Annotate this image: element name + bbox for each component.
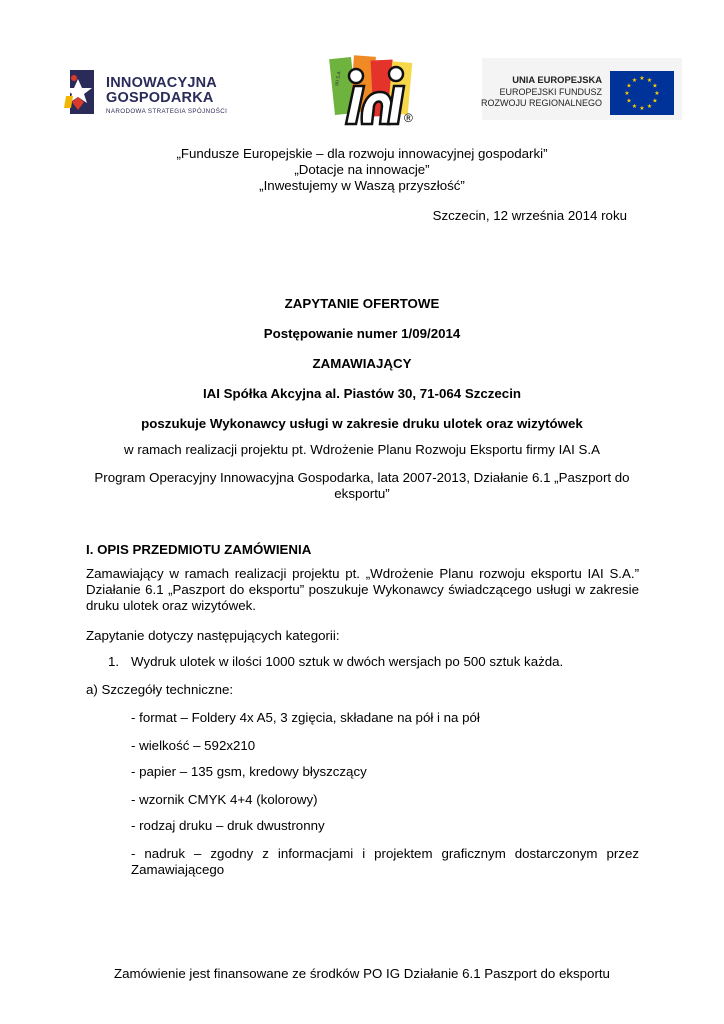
eu-logo [482,58,682,120]
eu-logo-line1: UNIA EUROPEJSKA [512,74,602,85]
svg-text:IAI S.A.: IAI S.A. [335,69,343,87]
svg-text:★: ★ [631,77,638,84]
svg-text:★: ★ [652,82,658,90]
svg-text:★: ★ [639,75,645,82]
ig-emblem-icon [64,66,104,122]
ig-logo-line2: GOSPODARKA [106,90,214,106]
slogan-3: „Inwestujemy w Waszą przyszłość” [259,178,465,193]
section-intro: Zamawiający w ramach realizacji projektu pt. „Wdrożenie Planu rozwoju eksportu IAI S.A.” Działanie 6.1 „Paszport do eksportu” poszukuje Wykonawcy świadczącego usługi w zakresie druku ulotek oraz wizytówek. [86,566,639,613]
detail-format: - format – Foldery 4x A5, 3 zgięcia, składane na pół i na pół [131,710,480,725]
detail-paper: - papier – 135 gsm, kredowy błyszczący [131,764,367,779]
ig-logo-line1: INNOWACYJNA [106,75,217,91]
iai-logo [326,54,422,134]
eu-logo-line2: EUROPEJSKI FUNDUSZ [499,87,602,97]
eu-logo-line3: ROZWOJU REGIONALNEGO [480,98,602,108]
detail-size: - wielkość – 592x210 [131,738,256,753]
slogan-1: „Fundusze Europejskie – dla rozwoju innowacyjnej gospodarki” [176,146,548,161]
svg-text:★: ★ [646,103,653,110]
document-title: ZAPYTANIE OFERTOWE [284,296,440,311]
details-heading: a) Szczegóły techniczne: [86,682,234,697]
svg-text:★: ★ [631,103,638,110]
date-line: Szczecin, 12 września 2014 roku [432,208,627,223]
orderer-address: IAI Spółka Akcyjna al. Piastów 30, 71-064 Szczecin [202,386,522,401]
svg-text:★: ★ [624,90,630,97]
ig-logo-line3: NARODOWA STRATEGIA SPÓJNOŚCI [106,108,228,115]
slogan-2: „Dotacje na innowacje” [294,162,430,177]
detail-color: - wzornik CMYK 4+4 (kolorowy) [131,792,318,807]
categories-intro: Zapytanie dotyczy następujących kategorii: [86,628,340,643]
svg-text:★: ★ [652,97,658,105]
program-line: Program Operacyjny Innowacyjna Gospodarka, lata 2007-2013, Działanie 6.1 „Paszport do eksportu” [94,470,630,501]
detail-print-type: - rodzaj druku – druk dwustronny [131,818,325,833]
proceeding-number: Postępowanie numer 1/09/2014 [263,326,461,341]
svg-text:★: ★ [654,90,660,97]
seeks-contractor: poszukuje Wykonawcy usługi w zakresie druku ulotek oraz wizytówek [141,416,583,431]
footer-financing: Zamówienie jest finansowane ze środków PO IG Działanie 6.1 Paszport do eksportu [114,966,610,981]
project-line: w ramach realizacji projektu pt. Wdrożenie Planu Rozwoju Eksportu firmy IAI S.A [124,442,600,457]
svg-text:★: ★ [626,97,632,105]
list-item-1: Wydruk ulotek w ilości 1000 sztuk w dwóch wersjach po 500 sztuk każda. [131,654,564,669]
svg-text:★: ★ [646,77,653,84]
detail-imprint: - nadruk – zgodny z informacjami i projektem graficznym dostarczonym przez Zamawiającego [131,846,639,877]
list-number: 1. [108,654,120,669]
eu-flag-icon [610,71,674,115]
registered-mark: ® [404,111,413,125]
orderer-label: ZAMAWIAJĄCY [312,356,412,371]
innowacyjna-gospodarka-logo [64,66,228,122]
svg-text:★: ★ [626,82,632,90]
svg-text:★: ★ [639,105,645,112]
section-heading: I. OPIS PRZEDMIOTU ZAMÓWIENIA [86,542,312,557]
